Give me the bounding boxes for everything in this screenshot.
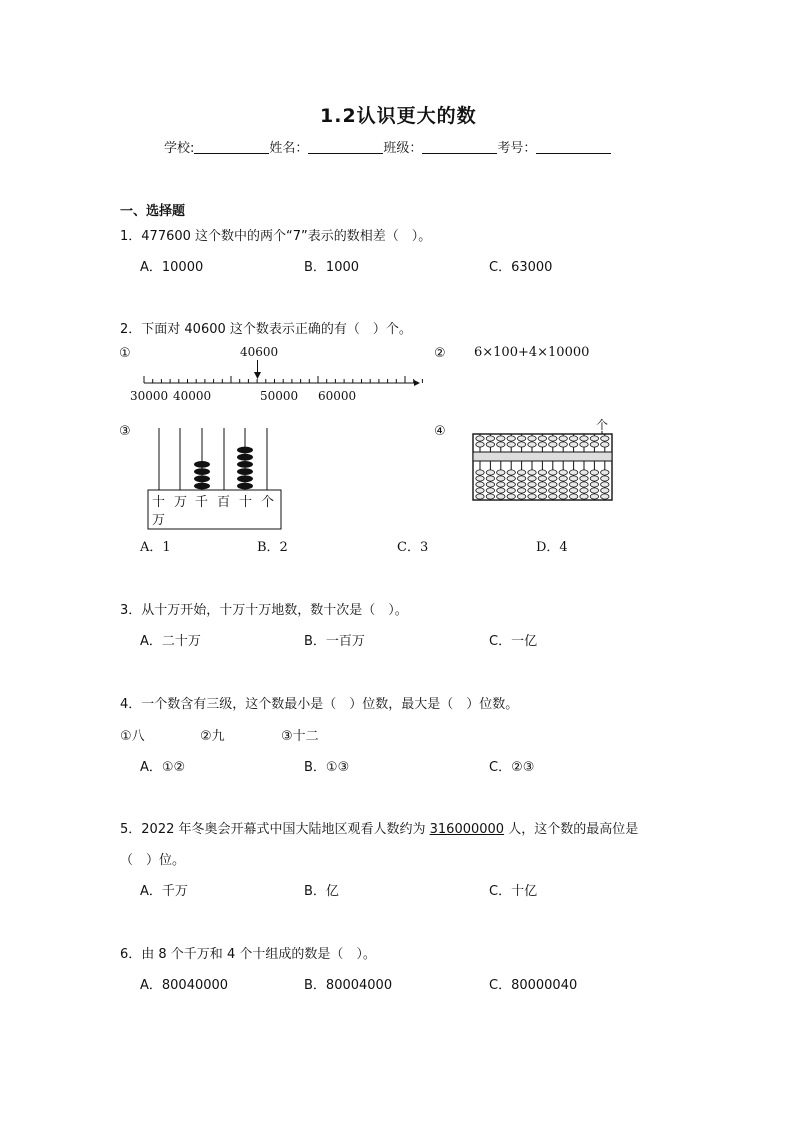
class-field[interactable]: [422, 141, 497, 154]
suanpan-bead: [580, 488, 588, 493]
suanpan-bead: [569, 470, 577, 475]
school-field[interactable]: [194, 141, 269, 154]
abacus-bead: [194, 468, 210, 475]
suanpan-bead: [517, 436, 525, 441]
suanpan-bead: [569, 442, 577, 447]
place-label-shi: 十: [239, 495, 253, 510]
suanpan-bead: [590, 488, 598, 493]
suanpan-bead: [486, 442, 494, 447]
number-line-figure: [130, 340, 430, 408]
suanpan-bead: [601, 488, 609, 493]
suanpan-bead: [538, 436, 546, 441]
question-1-stem: 1．477600 这个数中的两个“7”表示的数相差（ ）。: [120, 229, 432, 244]
suanpan-bead: [601, 442, 609, 447]
abacus-bead: [237, 461, 253, 468]
question-5-stem: [120, 823, 638, 836]
q2-option-d[interactable]: D．4: [536, 540, 568, 555]
suanpan-bead: [590, 494, 598, 499]
suanpan-bead: [507, 482, 515, 487]
q5-stem-before: 5．2022 年冬奥会开幕式中国大陆地区观看人数约为: [120, 822, 430, 837]
suanpan-bead: [549, 436, 557, 441]
suanpan-bead: [486, 470, 494, 475]
suanpan-bead: [476, 442, 484, 447]
suanpan-bead: [507, 494, 515, 499]
q5-option-a[interactable]: A．千万: [140, 884, 188, 899]
counting-abacus-figure: [147, 428, 285, 532]
tick-label-50000: 50000: [260, 389, 299, 403]
q3-option-b[interactable]: B．一百万: [304, 634, 365, 649]
tick-label-30000: 30000: [130, 389, 169, 403]
suanpan-bead: [559, 488, 567, 493]
exam-no-field[interactable]: [536, 141, 611, 154]
abacus-bead: [237, 475, 253, 482]
exam-no-label: 考号：: [497, 141, 537, 156]
q1-option-c[interactable]: C．63000: [489, 260, 553, 275]
q2-option-b[interactable]: B．2: [257, 540, 288, 555]
suanpan-bead: [559, 476, 567, 481]
arrow-head: [254, 372, 261, 379]
suanpan-bead: [497, 488, 505, 493]
suanpan-bead: [528, 488, 536, 493]
suanpan-bead: [549, 476, 557, 481]
suanpan-bead: [538, 488, 546, 493]
suanpan-bead: [507, 488, 515, 493]
expression: 6×100+4×10000: [474, 345, 590, 360]
suanpan-bead: [517, 494, 525, 499]
suanpan-bead: [528, 494, 536, 499]
abacus-bead: [237, 483, 253, 490]
q4-choice-3: ③十二: [281, 729, 319, 744]
q6-option-b[interactable]: B．80004000: [304, 978, 393, 993]
suanpan-bead: [497, 476, 505, 481]
name-field[interactable]: [308, 141, 383, 154]
suanpan-bead: [538, 482, 546, 487]
page-title: 1.2认识更大的数: [320, 105, 477, 127]
suanpan-bead: [486, 494, 494, 499]
suanpan-bead: [549, 442, 557, 447]
suanpan-bead: [590, 482, 598, 487]
suanpan-bead: [497, 470, 505, 475]
suanpan-bead: [569, 476, 577, 481]
suanpan-bead: [507, 476, 515, 481]
suanpan-bead: [601, 470, 609, 475]
suanpan-bead: [580, 470, 588, 475]
q1-option-a[interactable]: A．10000: [140, 260, 204, 275]
suanpan-bead: [538, 494, 546, 499]
suanpan-bead: [507, 442, 515, 447]
question-5-stem-line-2: （ ）位。: [120, 853, 186, 868]
suanpan-bead: [486, 488, 494, 493]
tick-label-40000: 40000: [173, 389, 212, 403]
place-label-wan: 万: [174, 495, 188, 510]
suanpan-bead: [590, 442, 598, 447]
suanpan-bead: [528, 482, 536, 487]
suanpan-bead: [476, 488, 484, 493]
q5-option-c[interactable]: C．十亿: [489, 884, 538, 899]
student-info-row: [164, 141, 611, 155]
place-label-wan-second-line: 万: [152, 513, 166, 528]
suanpan-bead: [476, 494, 484, 499]
class-label: 班级：: [383, 141, 423, 156]
number-line-ticks: [144, 376, 422, 383]
suanpan-bead: [590, 436, 598, 441]
suanpan-bead: [538, 442, 546, 447]
suanpan-ge-label: 个: [596, 418, 609, 432]
suanpan-figure: [470, 414, 615, 504]
q6-option-a[interactable]: A．80040000: [140, 978, 229, 993]
abacus-bead: [237, 468, 253, 475]
suanpan-bead: [497, 436, 505, 441]
marker-4: ④: [434, 424, 446, 439]
abacus-bead: [194, 461, 210, 468]
suanpan-bead: [601, 494, 609, 499]
suanpan-bead: [486, 482, 494, 487]
suanpan-bead: [517, 470, 525, 475]
suanpan-bead: [601, 476, 609, 481]
school-label: 学校:: [164, 141, 195, 156]
q4-choice-1: ①八: [120, 729, 145, 744]
abacus-bead: [194, 475, 210, 482]
place-label-qian: 千: [195, 495, 209, 510]
suanpan-bead: [580, 442, 588, 447]
suanpan-bead: [601, 482, 609, 487]
q5-underlined-number: 316000000: [429, 822, 505, 837]
suanpan-bead: [549, 488, 557, 493]
q6-option-c[interactable]: C．80000040: [489, 978, 578, 993]
suanpan-bead: [590, 470, 598, 475]
suanpan-bead: [497, 494, 505, 499]
suanpan-bead: [497, 482, 505, 487]
suanpan-bead: [517, 482, 525, 487]
suanpan-bead: [517, 476, 525, 481]
suanpan-bead: [507, 436, 515, 441]
suanpan-bead: [538, 476, 546, 481]
suanpan-bead: [497, 442, 505, 447]
suanpan-bead: [601, 436, 609, 441]
suanpan-bead: [517, 442, 525, 447]
question-3-stem: 3．从十万开始，十万十万地数，数十次是（ ）。: [120, 603, 408, 618]
q5-option-b[interactable]: B．亿: [304, 884, 339, 899]
suanpan-bead: [476, 476, 484, 481]
q4-choice-2: ②九: [200, 729, 225, 744]
suanpan-bead: [569, 436, 577, 441]
suanpan-bead: [559, 470, 567, 475]
q4-option-b[interactable]: B．①③: [304, 760, 350, 775]
q4-option-a[interactable]: A．①②: [140, 760, 186, 775]
place-label-bai: 百: [217, 495, 231, 510]
suanpan-bead: [476, 436, 484, 441]
suanpan-bead: [569, 482, 577, 487]
suanpan-bead: [559, 436, 567, 441]
suanpan-bead: [549, 482, 557, 487]
section-title: 一、选择题: [120, 204, 186, 219]
suanpan-bead: [580, 494, 588, 499]
suanpan-bead: [486, 476, 494, 481]
marker-2: ②: [434, 346, 446, 361]
question-6-stem: 6．由 8 个千万和 4 个十组成的数是（ ）。: [120, 947, 376, 962]
q5-stem-after: 人，这个数的最高位是: [504, 822, 639, 837]
q3-option-a[interactable]: A．二十万: [140, 634, 201, 649]
name-label: 姓名：: [269, 141, 309, 156]
suanpan-bead: [517, 488, 525, 493]
abacus-bead: [237, 454, 253, 461]
suanpan-bead: [528, 442, 536, 447]
suanpan-bead: [528, 436, 536, 441]
suanpan-bead: [569, 488, 577, 493]
suanpan-beam: [473, 452, 612, 461]
tick-label-60000: 60000: [318, 389, 357, 403]
abacus-bead: [237, 447, 253, 454]
suanpan-bead: [559, 442, 567, 447]
suanpan-bead: [549, 494, 557, 499]
suanpan-bead: [507, 470, 515, 475]
suanpan-bead: [580, 436, 588, 441]
suanpan-bead: [476, 470, 484, 475]
suanpan-bead: [569, 494, 577, 499]
suanpan-bead: [559, 482, 567, 487]
suanpan-bead: [528, 470, 536, 475]
suanpan-bead: [538, 470, 546, 475]
marker-3: ③: [119, 424, 131, 439]
suanpan-bead: [476, 482, 484, 487]
abacus-bead: [194, 483, 210, 490]
q3-option-c[interactable]: C．一亿: [489, 634, 538, 649]
suanpan-bead: [486, 436, 494, 441]
suanpan-bead: [580, 482, 588, 487]
q2-option-c[interactable]: C．3: [397, 540, 429, 555]
place-label-ge: 个: [261, 495, 275, 510]
q1-option-b[interactable]: B．1000: [304, 260, 360, 275]
place-label-shi-wan: 十: [152, 495, 166, 510]
number-line-arrow-label: 40600: [240, 345, 279, 359]
question-4-stem: 4．一个数含有三级，这个数最小是（ ）位数，最大是（ ）位数。: [120, 697, 519, 712]
q4-option-c[interactable]: C．②③: [489, 760, 535, 775]
number-line-arrowhead: [414, 380, 420, 386]
suanpan-bead: [549, 470, 557, 475]
marker-1: ①: [119, 346, 131, 361]
question-2-stem: 2．下面对 40600 这个数表示正确的有（ ）个。: [120, 322, 412, 337]
suanpan-bead: [590, 476, 598, 481]
suanpan-bead: [559, 494, 567, 499]
suanpan-bead: [528, 476, 536, 481]
q2-option-a[interactable]: A．1: [140, 540, 171, 555]
suanpan-bead: [580, 476, 588, 481]
